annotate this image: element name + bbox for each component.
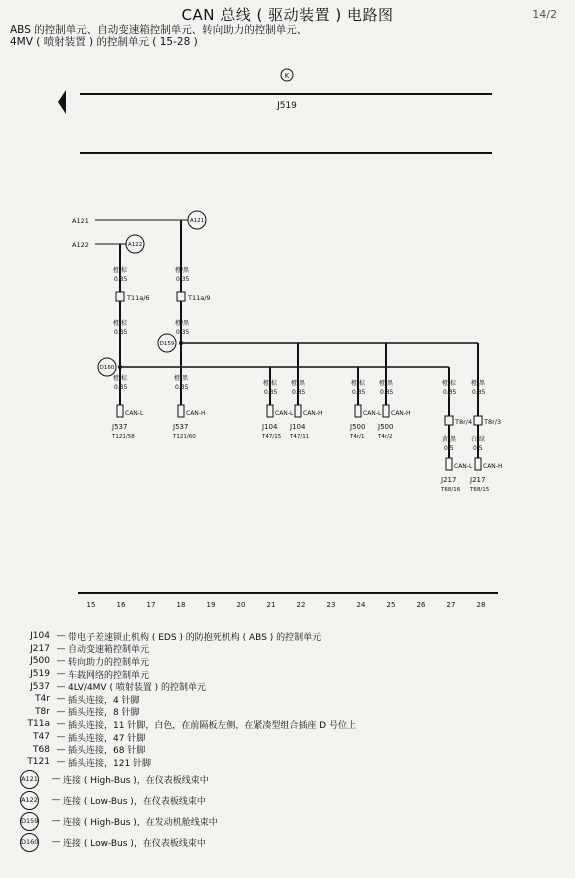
subtitle-line-2: 4MV ( 喷射装置 ) 的控制单元 ( 15-28 ) bbox=[10, 36, 198, 48]
terminal-signal: CAN-L bbox=[125, 410, 144, 417]
legend-description: 转向助力的控制单元 bbox=[68, 657, 150, 668]
legend-description: 带电子差速锁止机构 ( EDS ) 的防抱死机构 ( ABS ) 的控制单元 bbox=[68, 632, 322, 643]
input-label-a121: A121 bbox=[72, 217, 89, 225]
scale-number: 22 bbox=[296, 601, 306, 609]
ecu-pin: T4r/2 bbox=[378, 434, 393, 440]
legend-connection-row bbox=[12, 790, 557, 811]
legend-separator: — bbox=[51, 795, 61, 806]
wire-color-2: 橙/黑 bbox=[175, 267, 190, 274]
terminal-signal: CAN-L bbox=[275, 410, 294, 417]
legend-description: 插头连接，68 针脚 bbox=[68, 746, 146, 757]
left-arrow-icon bbox=[58, 90, 66, 114]
ecu-name: J104 bbox=[290, 423, 306, 431]
scale-number: 15 bbox=[86, 601, 96, 609]
scale-numbers bbox=[87, 601, 486, 609]
ecu-name: J104 bbox=[262, 423, 278, 431]
wire-color: 橙/棕 bbox=[263, 380, 278, 387]
legend-separator: — bbox=[56, 631, 66, 642]
connector-circle-icon: D159 bbox=[20, 812, 39, 831]
wire-size: 0.5 bbox=[473, 445, 483, 452]
legend-row bbox=[12, 655, 557, 668]
ecu-pin: T4r/1 bbox=[350, 434, 365, 440]
wire-color: 橙/棕 bbox=[442, 380, 457, 387]
legend-connection-row bbox=[12, 832, 557, 853]
legend-description: 连接 ( High-Bus )，在发动机舱线束中 bbox=[63, 817, 218, 828]
plug-t11a-9 bbox=[177, 292, 185, 301]
legend-description: 插头连接，8 针脚 bbox=[68, 708, 140, 719]
legend-separator: — bbox=[56, 757, 66, 768]
wire-size-2: 0.35 bbox=[176, 276, 190, 283]
wire-size-4: 0.35 bbox=[176, 329, 190, 336]
legend-description: 车载网络的控制单元 bbox=[68, 670, 150, 681]
legend-separator: — bbox=[56, 669, 66, 680]
scale-number: 21 bbox=[266, 601, 276, 609]
legend-description: 连接 ( Low-Bus )，在仪表板线束中 bbox=[63, 838, 206, 849]
legend-connection-row bbox=[12, 769, 557, 790]
terminal-box bbox=[355, 405, 361, 417]
page-number: 14/2 bbox=[532, 8, 557, 21]
plug-t11a-6 bbox=[116, 292, 124, 301]
page-subtitle bbox=[10, 24, 550, 48]
wire-color-3: 橙/棕 bbox=[113, 320, 128, 327]
wire-size-3: 0.35 bbox=[114, 329, 128, 336]
wire-color: 橙/棕 bbox=[351, 380, 366, 387]
scale-number: 24 bbox=[356, 601, 366, 609]
plug-t11a-6-label: T11a/6 bbox=[127, 294, 150, 302]
terminal-signal: CAN-L bbox=[363, 410, 382, 417]
connector-circle-icon: A121 bbox=[20, 770, 39, 789]
legend-code: T11a bbox=[27, 719, 50, 730]
connector-d160-label: D160 bbox=[99, 365, 115, 371]
connector-d159-label: D159 bbox=[159, 341, 175, 347]
legend bbox=[12, 630, 557, 853]
legend-separator: — bbox=[56, 694, 66, 705]
wire-size: 0.35 bbox=[380, 389, 394, 396]
legend-description: 连接 ( High-Bus )，在仪表板线束中 bbox=[63, 775, 209, 786]
wire-size: 0.35 bbox=[264, 389, 278, 396]
legend-row bbox=[12, 630, 557, 643]
scale-number: 28 bbox=[476, 601, 486, 609]
ecu-pin: T68/15 bbox=[470, 487, 490, 493]
legend-code: T68 bbox=[33, 744, 50, 755]
connector-circle-icon: D160 bbox=[20, 833, 39, 852]
bus-label: J519 bbox=[277, 101, 297, 111]
legend-code: J104 bbox=[30, 631, 50, 642]
terminal-signal: CAN-H bbox=[391, 410, 411, 417]
legend-description: 自动变速箱控制单元 bbox=[68, 645, 150, 656]
terminal-box bbox=[117, 405, 123, 417]
legend-code: T121 bbox=[27, 757, 50, 768]
scale-number: 23 bbox=[326, 601, 336, 609]
legend-code: T47 bbox=[33, 732, 50, 743]
wire-color-4: 橙/黑 bbox=[175, 320, 190, 327]
circuit-diagram bbox=[0, 60, 575, 615]
wire-color-1: 橙/棕 bbox=[113, 267, 128, 274]
ecu-name: J500 bbox=[378, 423, 394, 431]
terminal-signal: CAN-H bbox=[483, 463, 503, 470]
scale-number: 19 bbox=[206, 601, 216, 609]
ground-symbol-label: K bbox=[284, 72, 290, 80]
legend-row bbox=[12, 668, 557, 681]
legend-row bbox=[12, 718, 557, 731]
connector-a121-label: A121 bbox=[189, 218, 205, 224]
wire-size: 0.35 bbox=[114, 384, 128, 391]
wire-size: 0.5 bbox=[444, 445, 454, 452]
legend-row bbox=[12, 706, 557, 719]
page-title: CAN 总线 ( 驱动装置 ) 电路图 bbox=[181, 6, 394, 24]
wire-color: 橙/黑 bbox=[291, 380, 306, 387]
wire-color: 白/绿 bbox=[471, 436, 486, 443]
legend-code: J217 bbox=[30, 643, 50, 654]
legend-code: J519 bbox=[30, 669, 50, 680]
ecu-pin: T47/11 bbox=[290, 434, 310, 440]
legend-separator: — bbox=[56, 681, 66, 692]
ecu-pin: T47/15 bbox=[262, 434, 282, 440]
connector-circle-icon: A122 bbox=[20, 791, 39, 810]
ecu-name: J217 bbox=[441, 476, 457, 484]
ecu-name: J537 bbox=[112, 423, 128, 431]
terminal-box bbox=[475, 458, 481, 470]
input-label-a122: A122 bbox=[72, 241, 89, 249]
terminal-signal: CAN-H bbox=[303, 410, 323, 417]
plug-t11a-9-label: T11a/9 bbox=[188, 294, 211, 302]
wire-color: 橙/黑 bbox=[379, 380, 394, 387]
legend-description: 插头连接，47 针脚 bbox=[68, 733, 146, 744]
legend-separator: — bbox=[56, 732, 66, 743]
legend-separator: — bbox=[51, 837, 61, 848]
scale-number: 26 bbox=[416, 601, 426, 609]
legend-separator: — bbox=[56, 719, 66, 730]
legend-row bbox=[12, 693, 557, 706]
legend-description: 插头连接，11 针脚，白色，在前隔板左侧，在紧凑型组合插座 D 号位上 bbox=[68, 720, 356, 731]
wire-size-1: 0.35 bbox=[114, 276, 128, 283]
legend-separator: — bbox=[56, 643, 66, 654]
legend-row bbox=[12, 743, 557, 756]
ecu-name: J537 bbox=[173, 423, 189, 431]
ecu-pin: T68/16 bbox=[441, 487, 461, 493]
legend-separator: — bbox=[51, 816, 61, 827]
scale-number: 20 bbox=[236, 601, 246, 609]
legend-description: 4LV/4MV ( 喷射装置 ) 的控制单元 bbox=[68, 683, 207, 694]
legend-connection-row bbox=[12, 811, 557, 832]
terminal-signal: CAN-H bbox=[186, 410, 206, 417]
legend-row bbox=[12, 643, 557, 656]
wire-color: 黄/黑 bbox=[442, 436, 457, 443]
ecu-name: J500 bbox=[350, 423, 366, 431]
legend-separator: — bbox=[56, 656, 66, 667]
subtitle-line-1: ABS 的控制单元、自动变速箱控制单元、转向助力的控制单元、 bbox=[10, 24, 308, 36]
wire-size: 0.35 bbox=[472, 389, 486, 396]
legend-row bbox=[12, 680, 557, 693]
plug-t8r-3-label: T8r/3 bbox=[484, 418, 502, 426]
wire-color: 橙/棕 bbox=[113, 375, 128, 382]
legend-description: 插头连接，121 针脚 bbox=[68, 758, 152, 769]
connector-a122-label: A122 bbox=[127, 242, 143, 248]
scale-number: 25 bbox=[386, 601, 396, 609]
wire-size: 0.35 bbox=[352, 389, 366, 396]
legend-description: 连接 ( Low-Bus )，在仪表板线束中 bbox=[63, 796, 206, 807]
junction-dot bbox=[118, 365, 122, 369]
wire-color: 橙/黑 bbox=[174, 375, 189, 382]
wire-color: 橙/黑 bbox=[471, 380, 486, 387]
legend-code: J500 bbox=[30, 656, 50, 667]
terminal-box bbox=[178, 405, 184, 417]
terminal-box bbox=[267, 405, 273, 417]
terminal-box bbox=[383, 405, 389, 417]
ecu-pin: T121/58 bbox=[112, 434, 135, 440]
legend-separator: — bbox=[56, 706, 66, 717]
legend-separator: — bbox=[51, 774, 61, 785]
scale-number: 27 bbox=[446, 601, 456, 609]
legend-separator: — bbox=[56, 744, 66, 755]
junction-dot bbox=[179, 341, 183, 345]
scale-number: 18 bbox=[176, 601, 186, 609]
scale-number: 16 bbox=[116, 601, 126, 609]
terminal-box bbox=[446, 458, 452, 470]
legend-row bbox=[12, 731, 557, 744]
legend-code: J537 bbox=[30, 681, 50, 692]
terminal-box bbox=[295, 405, 301, 417]
plug-t8r-4-label: T8r/4 bbox=[455, 418, 473, 426]
scale-number: 17 bbox=[146, 601, 156, 609]
ecu-pin: T121/60 bbox=[173, 434, 196, 440]
plug-t8r-4 bbox=[445, 416, 453, 425]
wire-size: 0.35 bbox=[443, 389, 457, 396]
wire-size: 0.35 bbox=[175, 384, 189, 391]
plug-t8r-3 bbox=[474, 416, 482, 425]
ecu-name: J217 bbox=[470, 476, 486, 484]
legend-description: 插头连接，4 针脚 bbox=[68, 695, 140, 706]
wire-size: 0.35 bbox=[292, 389, 306, 396]
terminal-signal: CAN-L bbox=[454, 463, 473, 470]
legend-code: T8r bbox=[35, 706, 50, 717]
legend-row bbox=[12, 756, 557, 769]
legend-code: T4r bbox=[35, 694, 50, 705]
